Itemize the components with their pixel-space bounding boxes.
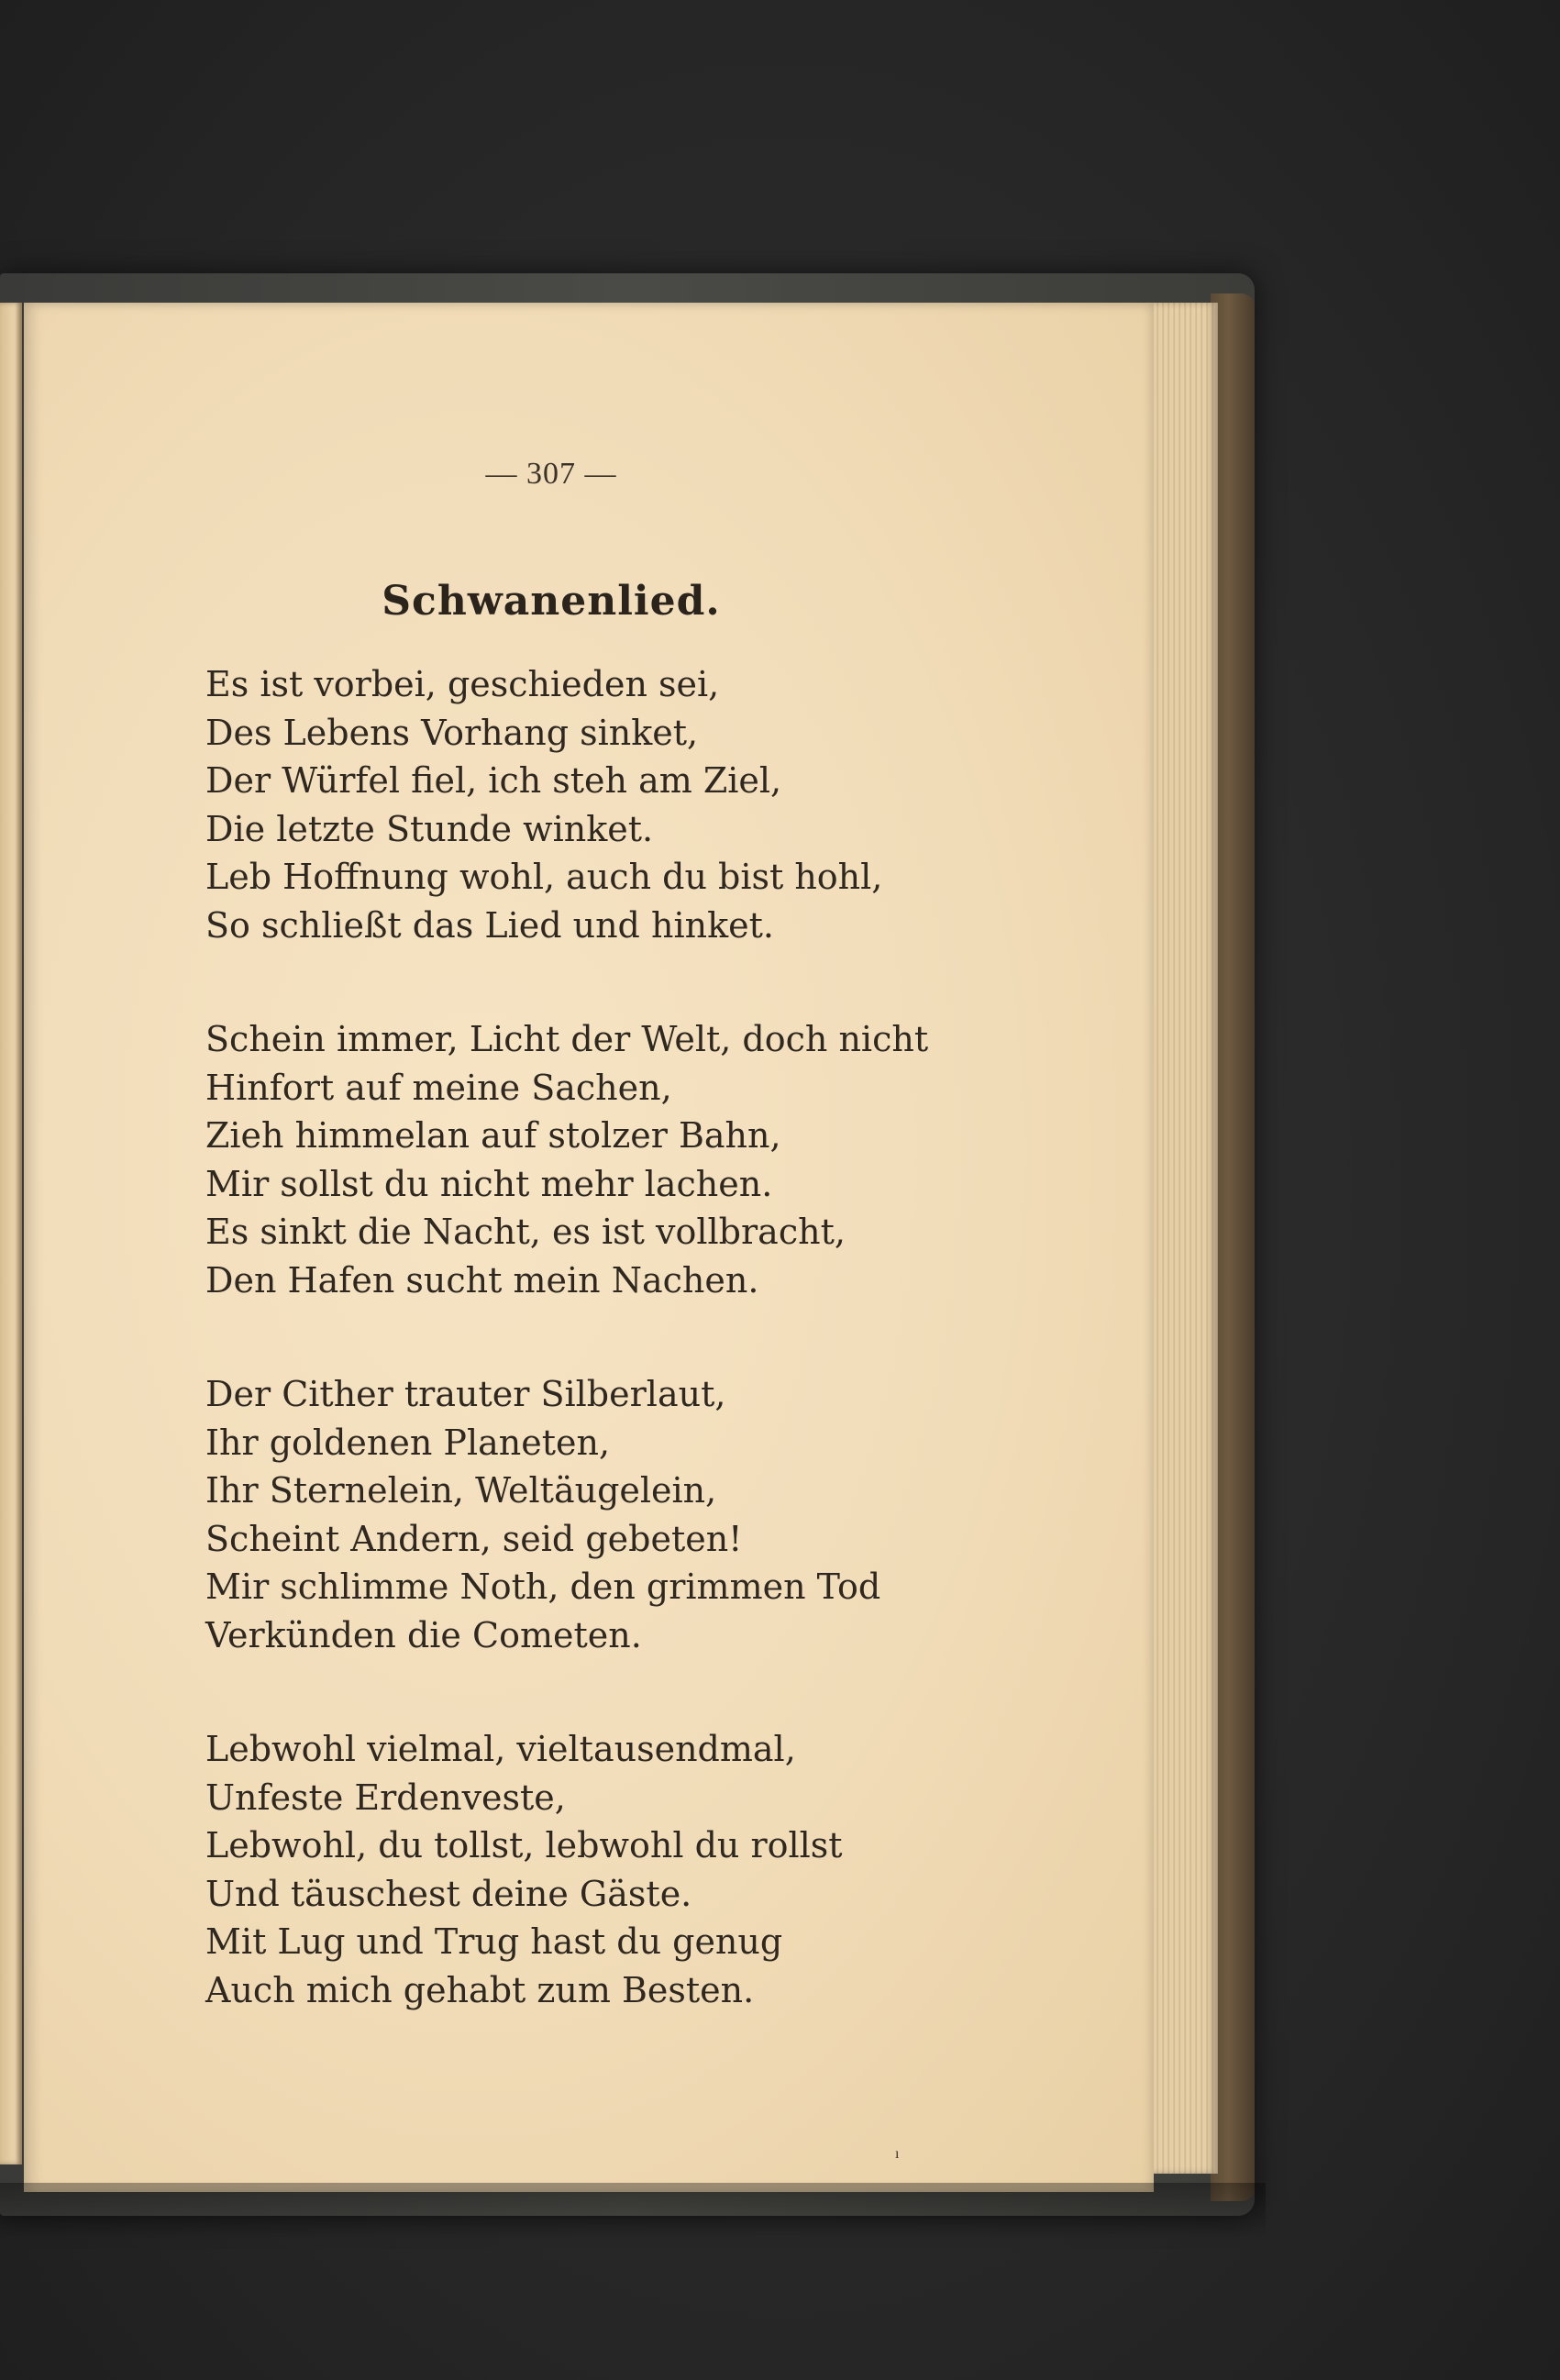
poem-line: Zieh himmelan auf stolzer Bahn, (205, 1115, 781, 1156)
stanza-1 (205, 660, 1031, 949)
poem-line: Hinfort auf meine Sachen, (205, 1067, 672, 1108)
poem-line: Und täuschest deine Gäste. (205, 1873, 692, 1914)
left-page-edge (0, 303, 22, 2164)
signature-mark: ı (895, 2146, 900, 2162)
poem-line: Unfeste Erdenveste, (205, 1777, 566, 1818)
poem-line: Es sinkt die Nacht, es ist vollbracht, (205, 1212, 846, 1252)
poem-line: Der Cither trauter Silberlaut, (205, 1374, 726, 1414)
poem-line: Der Würfel fiel, ich steh am Ziel, (205, 760, 782, 801)
poem-line: Des Lebens Vorhang sinket, (205, 712, 699, 753)
poem-line: Schein immer, Licht der Welt, doch nicht (205, 1019, 929, 1059)
page-stack-edge (1154, 303, 1218, 2174)
poem-line: Auch mich gehabt zum Besten. (205, 1969, 755, 2010)
stanza-4 (205, 1725, 1031, 2014)
poem-line: Lebwohl, du tollst, lebwohl du rollst (205, 1825, 843, 1865)
poem-line: Lebwohl vielmal, vieltausendmal, (205, 1729, 796, 1769)
poem-line: Die letzte Stunde winket. (205, 808, 654, 849)
poem-body (205, 660, 1031, 2080)
poem-line: Ihr goldenen Planeten, (205, 1422, 611, 1463)
poem-line: So schließt das Lied und hinket. (205, 904, 774, 946)
stanza-3 (205, 1370, 1031, 1659)
poem-line: Es ist vorbei, geschieden sei, (205, 664, 720, 704)
poem-line: Mir sollst du nicht mehr lachen. (205, 1163, 773, 1204)
poem-line: Mir schlimme Noth, den grimmen Tod (205, 1566, 881, 1607)
poem-title: Schwanenlied. (382, 578, 721, 625)
poem-line: Ihr Sternelein, Weltäugelein, (205, 1470, 717, 1511)
poem-line: Den Hafen sucht mein Nachen. (205, 1259, 759, 1301)
page-number: — 307 — (485, 457, 617, 491)
poem-line: Leb Hoffnung wohl, auch du bist hohl, (205, 857, 883, 897)
poem-line: Verkünden die Cometen. (205, 1614, 642, 1655)
stanza-2 (205, 1015, 1031, 1304)
poem-line: Mit Lug und Trug hast du genug (205, 1921, 783, 1962)
page-bottom-shadow (0, 2183, 1266, 2238)
book-page (24, 303, 1154, 2192)
poem-line: Scheint Andern, seid gebeten! (205, 1518, 743, 1559)
